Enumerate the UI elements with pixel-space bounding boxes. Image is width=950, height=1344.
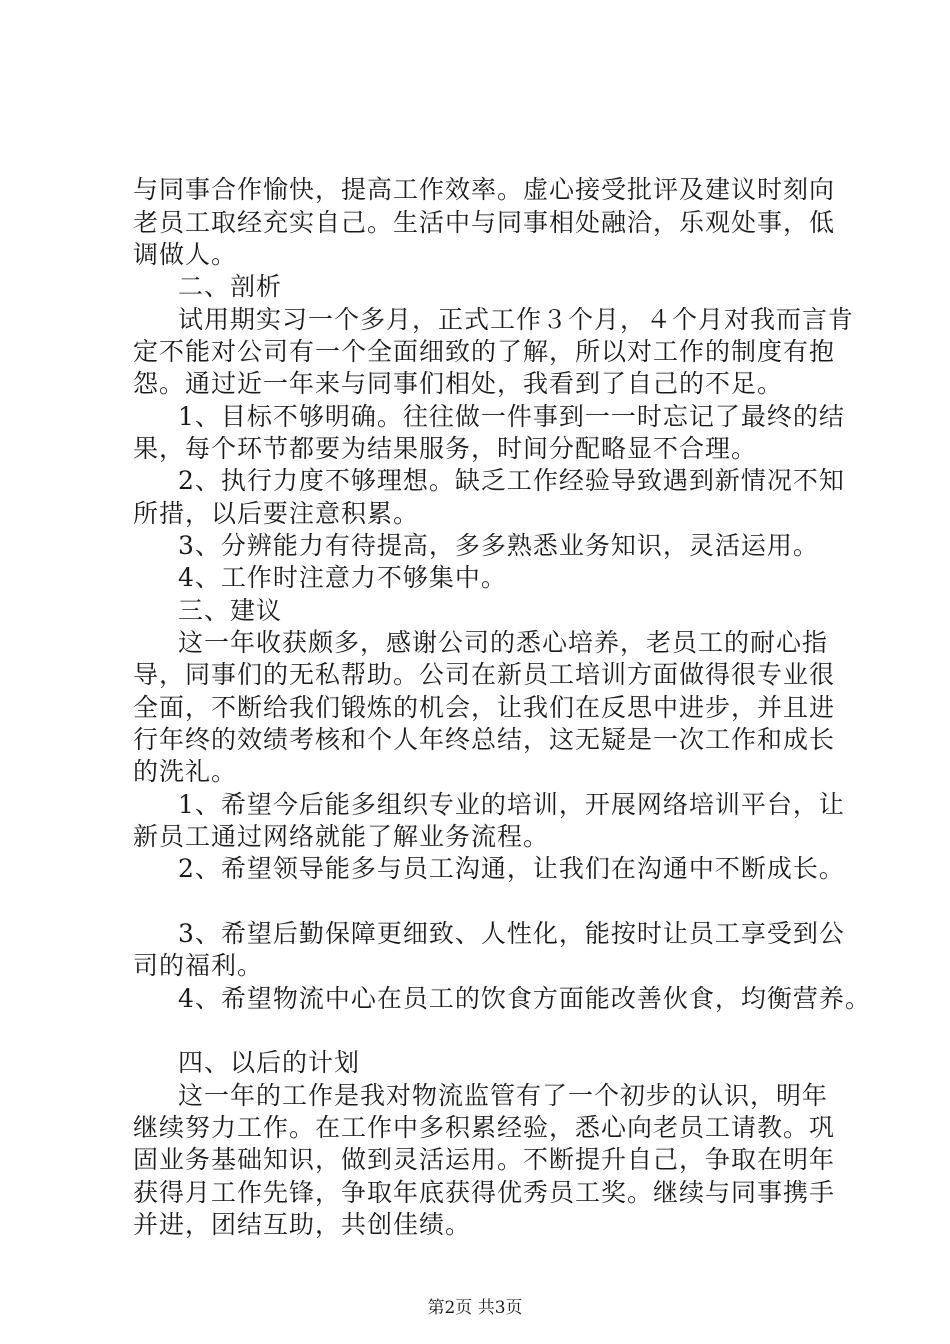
list-item-line: 2、希望领导能多与员工沟通，让我们在沟通中不断成长。 bbox=[178, 854, 845, 883]
body-text-line: 司的福利。 bbox=[133, 951, 264, 980]
list-item-line: 3、希望后勤保障更细致、人性化，能按时让员工享受到公 bbox=[178, 919, 845, 948]
body-text-line: 固业务基础知识，做到灵活运用。不断提升自己，争取在明年 bbox=[133, 1145, 836, 1174]
body-text-line: 与同事合作愉快，提高工作效率。虚心接受批评及建议时刻向 bbox=[133, 175, 836, 204]
paragraph-first-line: 试用期实习一个多月，正式工作３个月，４个月对我而言肯 bbox=[178, 305, 855, 334]
section-heading-suggestions: 三、建议 bbox=[178, 596, 283, 625]
body-text-line: 的洗礼。 bbox=[133, 757, 238, 786]
body-text-line: 继续努力工作。在工作中多积累经验，悉心向老员工请教。巩 bbox=[133, 1113, 836, 1142]
list-item-line: 4、工作时注意力不够集中。 bbox=[178, 563, 507, 592]
body-text-line: 导，同事们的无私帮助。公司在新员工培训方面做得很专业很 bbox=[133, 660, 836, 689]
body-text-line: 并进，团结互助，共创佳绩。 bbox=[133, 1210, 472, 1239]
body-text-line: 老员工取经充实自己。生活中与同事相处融洽，乐观处事，低 bbox=[133, 208, 836, 237]
list-item-line: 3、分辨能力有待提高，多多熟悉业务知识，灵活运用。 bbox=[178, 531, 819, 560]
body-text-line: 所措，以后要注意积累。 bbox=[133, 499, 420, 528]
paragraph-first-line: 这一年的工作是我对物流监管有了一个初步的认识，明年 bbox=[178, 1081, 829, 1110]
list-item-line: 1、目标不够明确。往往做一件事到一一时忘记了最终的结 bbox=[178, 402, 845, 431]
list-item-line: 1、希望今后能多组织专业的培训，开展网络培训平台，让 bbox=[178, 790, 845, 819]
body-text-line: 调做人。 bbox=[133, 240, 238, 269]
body-text-line: 怨。通过近一年来与同事们相处，我看到了自己的不足。 bbox=[133, 369, 784, 398]
section-heading-future-plan: 四、以后的计划 bbox=[178, 1048, 361, 1077]
body-text-line: 行年终的效绩考核和个人年终总结，这无疑是一次工作和成长 bbox=[133, 725, 836, 754]
page-number-footer: 第2页 共3页 bbox=[427, 1298, 523, 1318]
list-item-line: 4、希望物流中心在员工的饮食方面能改善伙食，均衡营养。 bbox=[178, 984, 871, 1013]
list-item-line: 2、执行力度不够理想。缺乏工作经验导致遇到新情况不知 bbox=[178, 466, 845, 495]
body-text-line: 获得月工作先锋，争取年底获得优秀员工奖。继续与同事携手 bbox=[133, 1178, 836, 1207]
section-heading-analysis: 二、剖析 bbox=[178, 272, 283, 301]
body-text-line: 新员工通过网络就能了解业务流程。 bbox=[133, 822, 550, 851]
body-text-line: 全面，不断给我们锻炼的机会，让我们在反思中进步，并且进 bbox=[133, 693, 836, 722]
body-text-line: 果，每个环节都要为结果服务，时间分配略显不合理。 bbox=[133, 434, 758, 463]
body-text-line: 定不能对公司有一个全面细致的了解，所以对工作的制度有抱 bbox=[133, 337, 836, 366]
paragraph-first-line: 这一年收获颇多，感谢公司的悉心培养，老员工的耐心指 bbox=[178, 628, 829, 657]
